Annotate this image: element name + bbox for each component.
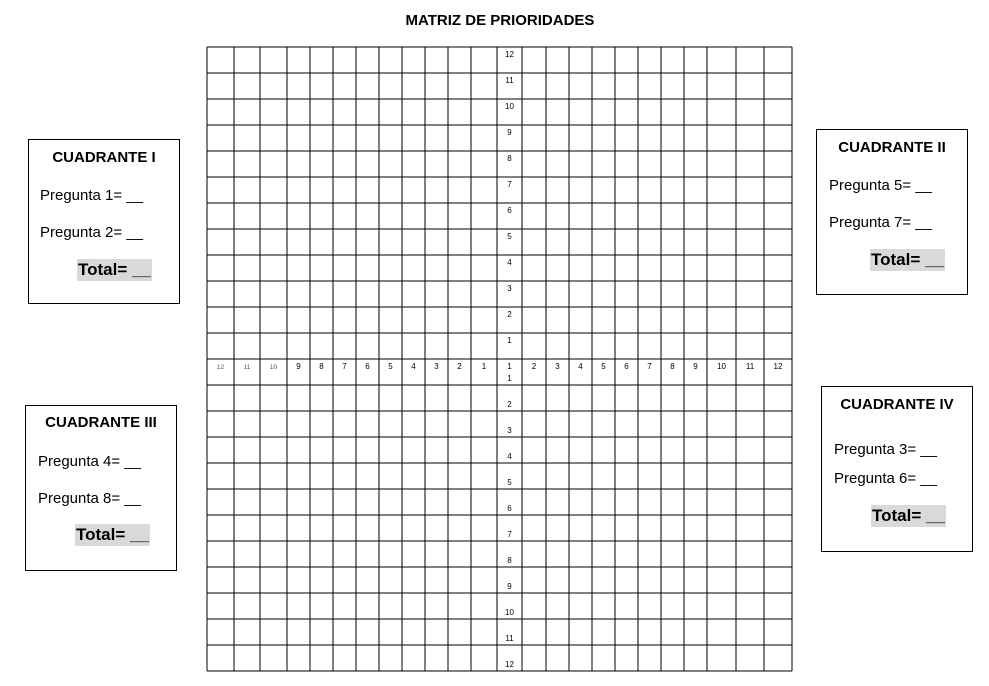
- axis-label-upper: 1: [507, 336, 512, 345]
- quadrant-2-question-1: Pregunta 5= __: [829, 177, 933, 194]
- quadrant-1-total: Total= __: [78, 260, 151, 279]
- axis-label-upper: 8: [507, 154, 512, 163]
- axis-label-left: 1: [481, 362, 487, 371]
- quadrant-1-title: CUADRANTE I: [52, 149, 156, 166]
- quadrant-4-question-2: Pregunta 6= __: [834, 470, 938, 487]
- axis-label-lower: 4: [507, 452, 512, 461]
- axis-label-upper: 12: [505, 50, 514, 59]
- quadrant-2-total: Total= __: [871, 250, 944, 269]
- axis-label-upper: 9: [507, 128, 512, 137]
- axis-label-upper: 5: [507, 232, 512, 241]
- axis-label-left: 12: [216, 364, 225, 371]
- axis-label-lower: 9: [507, 582, 512, 591]
- axis-label-right: 8: [670, 362, 675, 371]
- axis-label-lower: 3: [507, 426, 512, 435]
- axis-label-right: 3: [555, 362, 560, 371]
- axis-label-left: 9: [296, 362, 301, 371]
- quadrant-3-title: CUADRANTE III: [45, 414, 157, 431]
- axis-label-upper: 7: [507, 180, 512, 189]
- quadrant-3-question-1: Pregunta 4= __: [38, 453, 142, 470]
- axis-label-right: 2: [531, 362, 537, 371]
- quadrant-1-box: [28, 139, 180, 304]
- axis-label-left: 7: [342, 362, 347, 371]
- quadrant-2-box: [816, 129, 968, 295]
- quadrant-2-question-2: Pregunta 7= __: [829, 214, 933, 231]
- axis-label-right: 7: [647, 362, 652, 371]
- axis-label-right: 5: [601, 362, 606, 371]
- quadrant-3-total: Total= __: [76, 525, 149, 544]
- axis-label-upper: 3: [507, 284, 512, 293]
- axis-label-lower: 1: [507, 374, 512, 383]
- quadrant-4-question-1: Pregunta 3= __: [834, 441, 938, 458]
- quadrant-1-question-2: Pregunta 2= __: [40, 224, 144, 241]
- axis-label-left: 8: [319, 362, 324, 371]
- axis-label-upper: 2: [507, 310, 512, 319]
- axis-label-upper: 11: [505, 76, 514, 85]
- page-title: MATRIZ DE PRIORIDADES: [405, 12, 595, 29]
- axis-label-right: 1: [507, 362, 512, 371]
- quadrant-4-title: CUADRANTE IV: [840, 396, 954, 413]
- axis-label-lower: 2: [507, 400, 512, 409]
- quadrant-4-box: [821, 386, 973, 552]
- axis-label-right: 9: [693, 362, 698, 371]
- axis-label-lower: 11: [505, 634, 514, 643]
- axis-label-left: 10: [269, 364, 278, 371]
- axis-label-left: 6: [365, 362, 370, 371]
- axis-label-left: 5: [388, 362, 393, 371]
- axis-label-right: 10: [717, 362, 726, 371]
- axis-label-right: 6: [624, 362, 629, 371]
- axis-label-lower: 8: [507, 556, 512, 565]
- axis-label-upper: 4: [507, 258, 512, 267]
- axis-label-right: 4: [578, 362, 583, 371]
- axis-label-left: 11: [243, 364, 251, 371]
- axis-label-lower: 12: [505, 660, 514, 669]
- axis-label-upper: 10: [505, 102, 514, 111]
- axis-label-left: 4: [411, 362, 416, 371]
- quadrant-4-total: Total= __: [872, 506, 945, 525]
- axis-label-left: 3: [434, 362, 439, 371]
- quadrant-2-title: CUADRANTE II: [838, 139, 946, 156]
- axis-label-lower: 10: [505, 608, 514, 617]
- quadrant-3-question-2: Pregunta 8= __: [38, 490, 142, 507]
- quadrant-3-box: [25, 405, 177, 571]
- axis-label-right: 12: [773, 362, 783, 371]
- axis-label-left: 2: [457, 362, 462, 371]
- axis-label-lower: 6: [507, 504, 512, 513]
- quadrant-1-question-1: Pregunta 1= __: [40, 187, 144, 204]
- axis-label-right: 11: [745, 362, 755, 371]
- axis-label-upper: 6: [507, 206, 512, 215]
- axis-label-lower: 5: [507, 478, 512, 487]
- axis-label-lower: 7: [507, 530, 512, 539]
